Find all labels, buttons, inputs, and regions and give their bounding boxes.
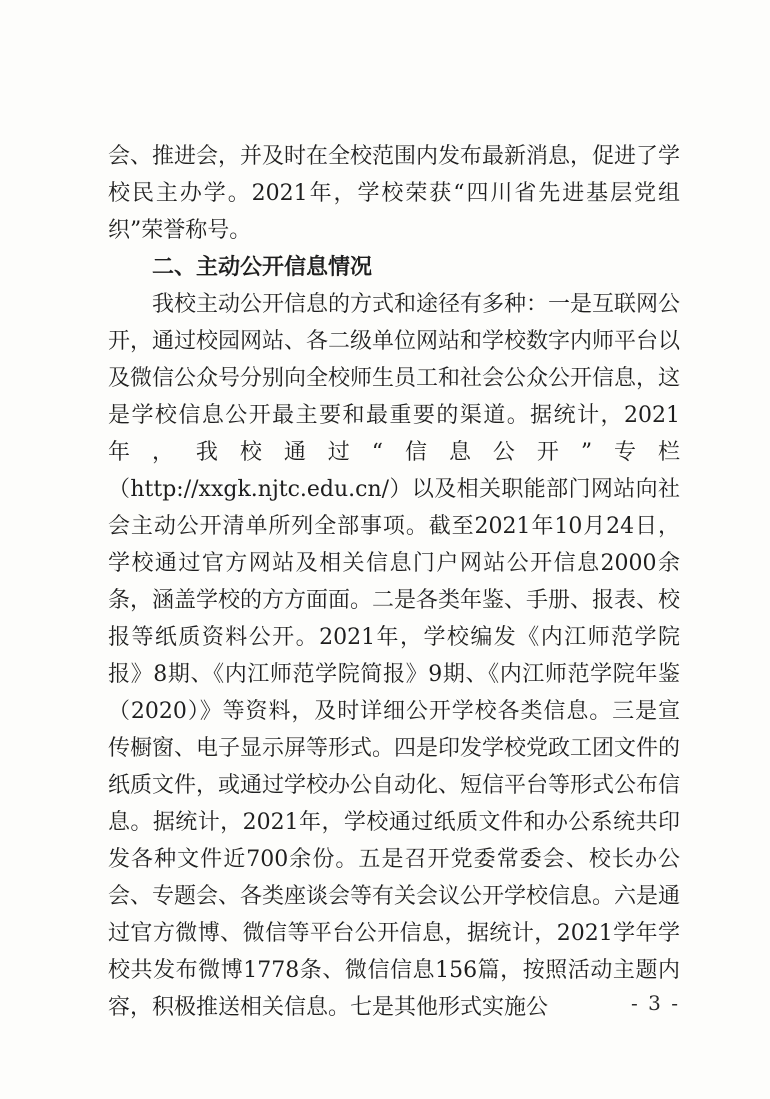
section-heading: 二、主动公开信息情况	[152, 255, 373, 280]
document-body	[108, 138, 680, 1026]
page-number: - 3 -	[631, 991, 680, 1015]
continuation-paragraph: 会、推进会，并及时在全校范围内发布最新消息，促进了学校民主办学。2021年，学校荣获“四川省先进基层党组织”荣誉称号。	[108, 144, 681, 243]
body-paragraph: 我校主动公开信息的方式和途径有多种：一是互联网公开，通过校园网站、各二级单位网站和学校数字内师平台以及微信公众号分别向全校师生员工和社会公众公开信息，这是学校信息公开最主要和最重要的渠道。据统计，2021年，我校通过“信息公开”专栏（http://xxgk.njtc.edu.cn/）以及相关职能部门网站向社会主动公开清单所列全部事项。截至2021年10月24日，学校通过官方网站及相关信息门户网站公开信息2000余条，涵盖学校的方方面面。二是各类年鉴、手册、报表、校报等纸质资料公开。2021年，学校编发《内江师范学院报》8期、《内江师范学院简报》9期、《内江师范学院年鉴（2020）》等资料，及时详细公开学校各类信息。三是宣传橱窗、电子显示屏等形式。四是印发学校党政工团文件的纸质文件，或通过学校办公自动化、短信平台等形式公布信息。据统计，2021年，学校通过纸质文件和办公系统共印发各种文件近700余份。五是召开党委常委会、校长办公会、专题会、各类座谈会等有关会议公开学校信息。六是通过官方微博、微信等平台公开信息，据统计，2021学年学校共发布微博1778条、微信信息156篇，按照活动主题内容，积极推送相关信息。七是其他形式实施公	[108, 292, 681, 1020]
